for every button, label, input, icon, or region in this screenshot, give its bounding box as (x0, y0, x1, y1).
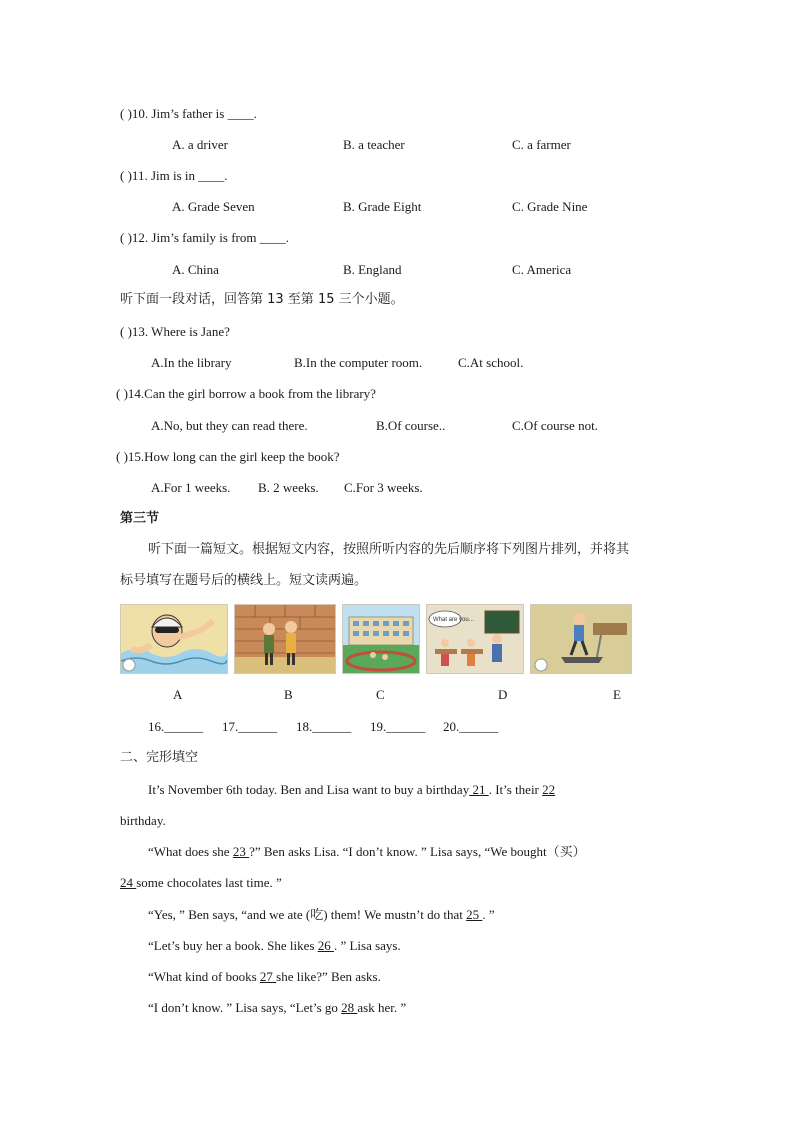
picture-d-classroom (426, 604, 524, 674)
question-13 (120, 324, 230, 340)
blank-28[interactable]: 28 (341, 1000, 358, 1015)
passage-line: birthday. (120, 813, 166, 828)
answer-paren: ( ) (120, 106, 132, 121)
passage-text: some chocolates last time. ” (136, 875, 282, 890)
answer-blank[interactable]: 16.______ (148, 719, 204, 734)
picture-label: D (498, 687, 508, 702)
passage-line (148, 969, 381, 985)
dialog-instruction: 听下面一段对话，回答第 13 至第 15 三个小题。 (120, 292, 404, 307)
question-10 (120, 106, 257, 122)
passage-text: . ” (482, 907, 495, 922)
option-c: C. a farmer (512, 137, 571, 152)
speech-bubble-text: What are you… (433, 617, 475, 623)
option-c: C. Grade Nine (512, 199, 588, 214)
blank-26[interactable]: 26 (317, 938, 334, 953)
option-b: B. England (343, 262, 402, 277)
passage-text: “What kind of books (148, 969, 260, 984)
answer-paren: ( ) (120, 324, 132, 339)
answer-blank[interactable]: 20.______ (443, 719, 499, 734)
passage-text: . ” Lisa says. (333, 938, 401, 953)
answer-blank[interactable]: 18.______ (296, 719, 352, 734)
question-stem: 10. Jim’s father is ____. (131, 106, 257, 121)
option-a: A. China (172, 262, 219, 277)
option-b: B. Grade Eight (343, 199, 422, 214)
question-stem: 14.Can the girl borrow a book from the library? (127, 386, 376, 401)
question-11 (120, 168, 228, 184)
picture-label: A (173, 687, 183, 702)
picture-label: E (613, 687, 621, 702)
blank-21[interactable]: 21 (469, 782, 489, 797)
question-14 (116, 386, 376, 402)
passage-text: ask her. ” (357, 1000, 407, 1015)
passage-line (148, 1000, 406, 1016)
answer-paren: ( ) (116, 449, 128, 464)
picture-label: B (284, 687, 293, 702)
question-stem: 15.How long can the girl keep the book? (127, 449, 340, 464)
answer-blank[interactable]: 19.______ (370, 719, 426, 734)
option-a: A.In the library (151, 355, 232, 370)
passage-text: . It’s their (488, 782, 543, 797)
passage-text: she like?” Ben asks. (276, 969, 381, 984)
picture-e-treadmill (530, 604, 632, 674)
option-b: B. 2 weeks. (258, 480, 319, 495)
section-heading: 第三节 (120, 511, 160, 526)
option-a: A.For 1 weeks. (151, 480, 231, 495)
answer-paren: ( ) (120, 230, 132, 245)
blank-24[interactable]: 24 (120, 875, 137, 890)
question-stem: 13. Where is Jane? (131, 324, 230, 339)
question-15 (116, 449, 339, 465)
question-stem: 11. Jim is in ____. (131, 168, 228, 183)
passage-text: ?” Ben asks Lisa. “I don’t know. ” Lisa says, “We bought（买） (249, 844, 586, 859)
option-c: C.Of course not. (512, 418, 598, 433)
passage-line (148, 907, 495, 923)
section-heading: 二、完形填空 (120, 750, 199, 765)
passage-line (148, 938, 401, 954)
question-stem: 12. Jim’s family is from ____. (131, 230, 290, 245)
option-c: C.At school. (458, 355, 524, 370)
option-a: A. Grade Seven (172, 199, 255, 214)
instruction-line: 听下面一篇短文。根据短文内容，按照所听内容的先后顺序将下列图片排列，并将其 (148, 542, 630, 557)
picture-label: C (376, 687, 385, 702)
blank-23[interactable]: 23 (232, 844, 250, 859)
answer-blank[interactable]: 17.______ (222, 719, 278, 734)
blank-27[interactable]: 27 (259, 969, 277, 984)
passage-text: It’s November 6th today. Ben and Lisa want to buy a birthday (148, 782, 470, 797)
picture-b-friends (234, 604, 336, 674)
passage-line (120, 875, 282, 891)
option-c: C.For 3 weeks. (344, 480, 423, 495)
passage-line (148, 782, 555, 798)
passage-text: “Yes, ” Ben says, “and we ate (吃) them! We mustn’t do that (148, 907, 467, 922)
picture-c-school (342, 604, 420, 674)
passage-text: “I don’t know. ” Lisa says, “Let’s go (148, 1000, 342, 1015)
passage-line (148, 844, 586, 860)
answer-paren: ( ) (116, 386, 128, 401)
option-b: B.Of course.. (376, 418, 446, 433)
blank-25[interactable]: 25 (466, 907, 483, 922)
option-a: A. a driver (172, 137, 228, 152)
option-c: C. America (512, 262, 572, 277)
option-a: A.No, but they can read there. (151, 418, 308, 433)
instruction-line: 标号填写在题号后的横线上。短文读两遍。 (120, 573, 368, 588)
passage-text: “What does she (148, 844, 233, 859)
option-b: B.In the computer room. (294, 355, 423, 370)
blank-22[interactable]: 22 (542, 782, 556, 797)
question-12 (120, 230, 289, 246)
passage-text: “Let’s buy her a book. She likes (148, 938, 318, 953)
picture-a-swimmer (120, 604, 228, 674)
answer-paren: ( ) (120, 168, 132, 183)
option-b: B. a teacher (343, 137, 405, 152)
